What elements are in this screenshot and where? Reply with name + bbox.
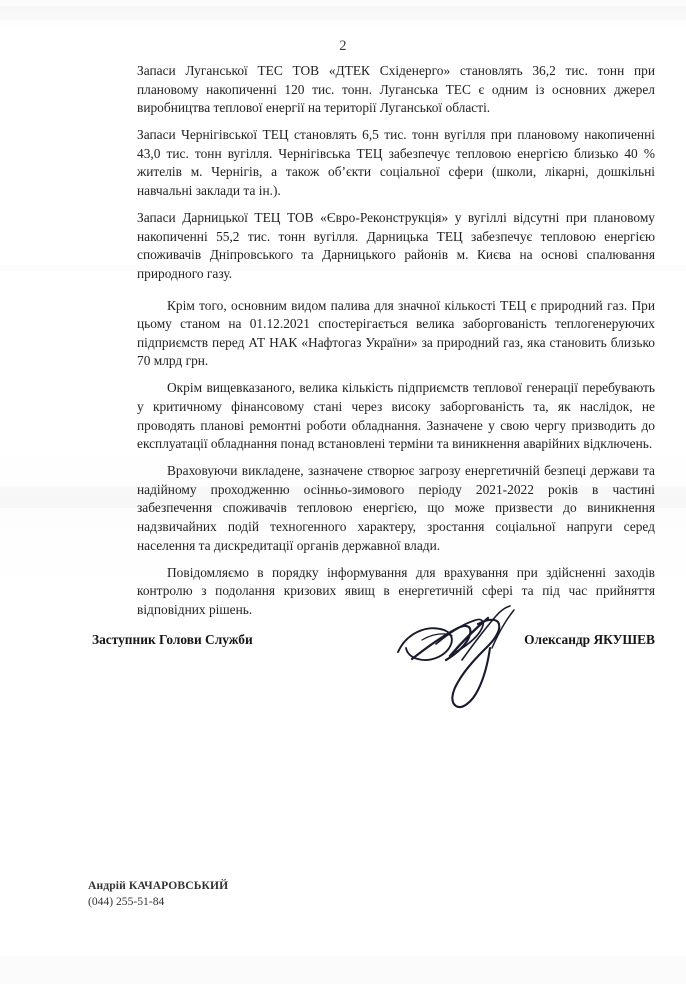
paragraph-chernihivska-tec: Запаси Чернігівської ТЕЦ становлять 6,5 тис. тонн вугілля при плановому накопиченні 43,0 тис. тонн вугілля. Чернігівська ТЕЦ забезпечує тепловою енергією близько 40 % жителів м. Чернігів, а також об’єкти соціальної сфери (школи, лікарні, дошкільні навчальні заклади та ін.). — [137, 127, 655, 199]
paragraph-darnytska-tec: Запаси Дарницької ТЕЦ ТОВ «Євро-Реконструкція» у вугіллі відсутні при плановому накопиченні 55,2 тис. тонн вугілля. Дарницька ТЕЦ забезпечує тепловою енергією споживачів Дніпровського та Дарницького районів м. Києва на основі спалювання природного газу. — [137, 210, 655, 281]
signatory-title: Заступник Голови Служби — [92, 632, 253, 647]
paragraph-gas-debt: Крім того, основним видом палива для значної кількості ТЕЦ є природний газ. При цьому станом на 01.12.2021 спостерігається велика заборгованість теплогенеруючих підприємств перед АТ НАК «Нафтогаз України» за природний газ, яка становить близько 70 млрд грн. — [137, 297, 655, 369]
paragraph-notice: Повідомляємо в порядку інформування для врахування при здійсненні заходів контролю з подолання кризових явищ в енергетичній сфері та під час прийняття відповідних рішень. — [137, 564, 655, 617]
paragraph-critical-state: Окрім вищевказаного, велика кількість підприємств теплової генерації перебувають у критичному фінансовому стані через високу заборгованість та, як наслідок, не проводять планові ремонтні роботи обладнання. Зазначене у свою чергу призводить до експлуатації обладнання понад встановлені терміни та виникнення аварійних відключень. — [137, 380, 655, 452]
contact-phone-number: (044) 255-51-84 — [88, 895, 165, 908]
signature-block — [92, 632, 655, 662]
footer-contact — [88, 878, 228, 910]
document-body — [137, 62, 655, 628]
page-number: 2 — [339, 38, 347, 54]
handwritten-signature-icon — [392, 604, 552, 714]
signatory-name: Олександр ЯКУШЕВ — [524, 632, 655, 647]
paragraph-threat: Враховуючи викладене, зазначене створює загрозу енергетичній безпеці держави та надійному проходженню осінньо-зимового періоду 2021-2022 років в частині забезпечення споживачів тепловою енергією, що може призвести до виникнення надзвичайних подій техногенного характеру, зростання соціальної напруги серед населення та дискредитації органів державної влади. — [137, 463, 655, 553]
contact-person-name: Андрій КАЧАРОВСЬКИЙ — [88, 879, 229, 892]
paragraph-luhanska-tes: Запаси Луганської ТЕС ТОВ «ДТЕК Східенерго» становлять 36,2 тис. тонн при плановому накопиченні 120 тис. тонн. Луганська ТЕС є одним із основних джерел виробництва теплової енергії на території Луганської області. — [137, 63, 655, 116]
